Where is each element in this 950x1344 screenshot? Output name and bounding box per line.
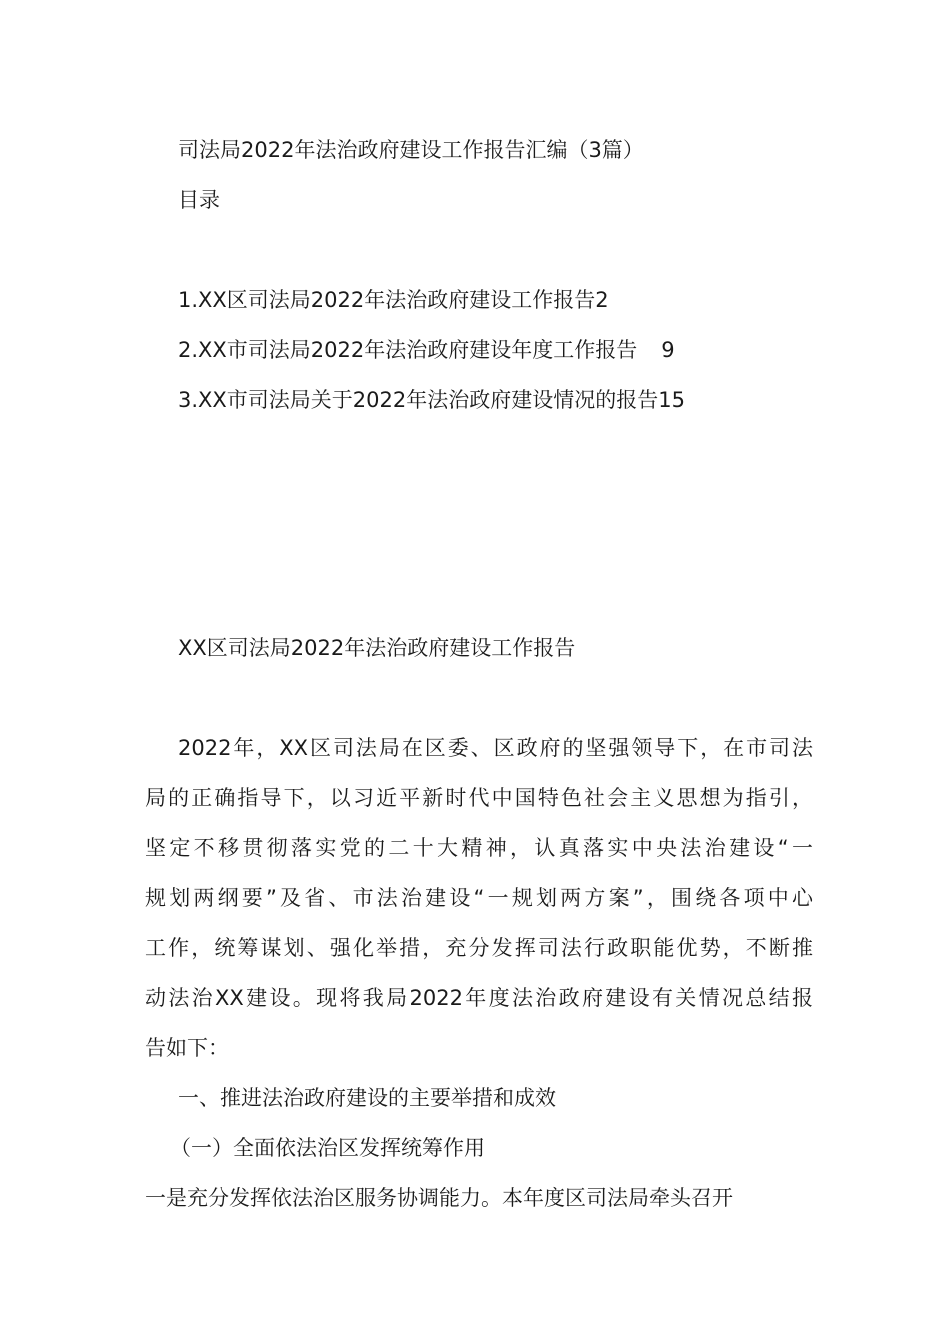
- paragraph-line: 一是充分发挥依法治区服务协调能力。本年度区司法局牵头召开: [145, 1186, 733, 1210]
- document-title: 司法局2022年法治政府建设工作报告汇编（3篇）: [178, 138, 644, 162]
- paragraph-line: 告如下：: [145, 1036, 229, 1060]
- paragraph-line: 2022年，XX区司法局在区委、区政府的坚强领导下，在市司法: [178, 736, 813, 760]
- toc-item-page: 9: [661, 338, 675, 362]
- subsection-heading: （一）全面依法治区发挥统筹作用: [170, 1136, 485, 1160]
- paragraph-line: 坚定不移贯彻落实党的二十大精神，认真落实中央法治建设“一: [145, 836, 813, 860]
- toc-heading: 目录: [178, 188, 220, 212]
- toc-item-label: 1.XX区司法局2022年法治政府建设工作报告: [178, 288, 596, 312]
- intro-paragraph: [145, 734, 813, 1084]
- paragraph-line: 工作，统筹谋划、强化举措，充分发挥司法行政职能优势，不断推: [145, 936, 813, 960]
- paragraph-line: 动法治XX建设。现将我局2022年度法治政府建设有关情况总结报: [145, 986, 813, 1010]
- section-heading: 一、推进法治政府建设的主要举措和成效: [178, 1086, 556, 1110]
- toc-item-page: 15: [658, 388, 685, 412]
- toc-item: [178, 286, 609, 314]
- paragraph-line: 局的正确指导下，以习近平新时代中国特色社会主义思想为指引，: [145, 786, 813, 810]
- toc-item: [178, 336, 675, 364]
- toc-item-page: 2: [595, 288, 609, 312]
- report-title: XX区司法局2022年法治政府建设工作报告: [178, 636, 576, 660]
- toc-item-label: 3.XX市司法局关于2022年法治政府建设情况的报告: [178, 388, 659, 412]
- paragraph-line: 规划两纲要”及省、市法治建设“一规划两方案”，围绕各项中心: [145, 886, 813, 910]
- toc-item-label: 2.XX市司法局2022年法治政府建设年度工作报告: [178, 338, 638, 362]
- toc-item: [178, 386, 685, 414]
